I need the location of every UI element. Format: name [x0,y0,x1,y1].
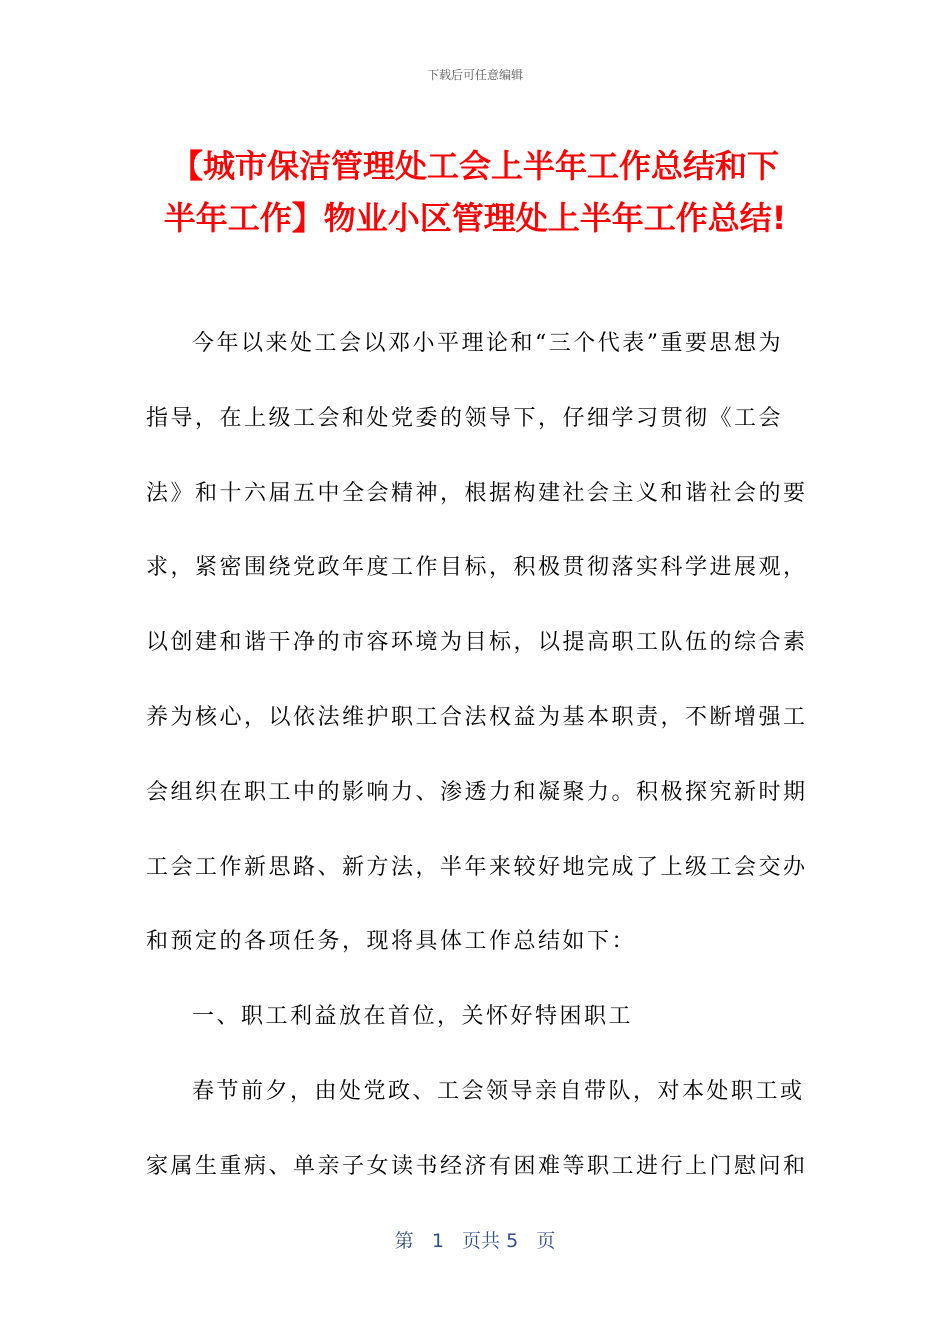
footer-middle: 页共 [462,1230,501,1252]
body-line: 养为核心，以依法维护职工合法权益为基本职责，不断增强工 [146,704,808,730]
body-line: 工会工作新思路、新方法，半年来较好地完成了上级工会交办 [146,854,808,880]
body-line: 法》和十六届五中全会精神，根据构建社会主义和谐社会的要 [146,480,808,506]
footer-current-page: 1 [431,1230,444,1252]
body-line: 会组织在职工中的影响力、渗透力和凝聚力。积极探究新时期 [146,779,808,805]
body-line: 求，紧密围绕党政年度工作目标，积极贯彻落实科学进展观， [146,555,808,581]
title-line-1: 【城市保洁管理处工会上半年工作总结和下 [170,147,779,185]
body-line: 指导，在上级工会和处党委的领导下，仔细学习贯彻《工会 [146,405,784,431]
body-line: 和预定的各项任务，现将具体工作总结如下： [146,929,637,955]
footer-total-pages: 5 [506,1230,519,1252]
body-line: 春节前夕，由处党政、工会领导亲自带队，对本处职工或 [192,1078,805,1104]
section-heading: 一、职工利益放在首位，关怀好特困职工 [192,1004,634,1030]
body-line: 今年以来处工会以邓小平理论和“三个代表”重要思想为 [192,331,783,356]
document-title [140,140,810,244]
header-note: 下载后可任意编辑 [426,68,523,82]
footer-prefix: 第 [394,1230,414,1252]
page-footer [0,1226,950,1253]
footer-suffix: 页 [536,1230,556,1252]
document-body [146,322,806,1220]
title-line-2: 半年工作】物业小区管理处上半年工作总结! [163,199,787,237]
body-line: 以创建和谐干净的市容环境为目标，以提高职工队伍的综合素 [146,630,808,656]
body-line: 家属生重病、单亲子女读书经济有困难等职工进行上门慰问和 [146,1153,808,1179]
